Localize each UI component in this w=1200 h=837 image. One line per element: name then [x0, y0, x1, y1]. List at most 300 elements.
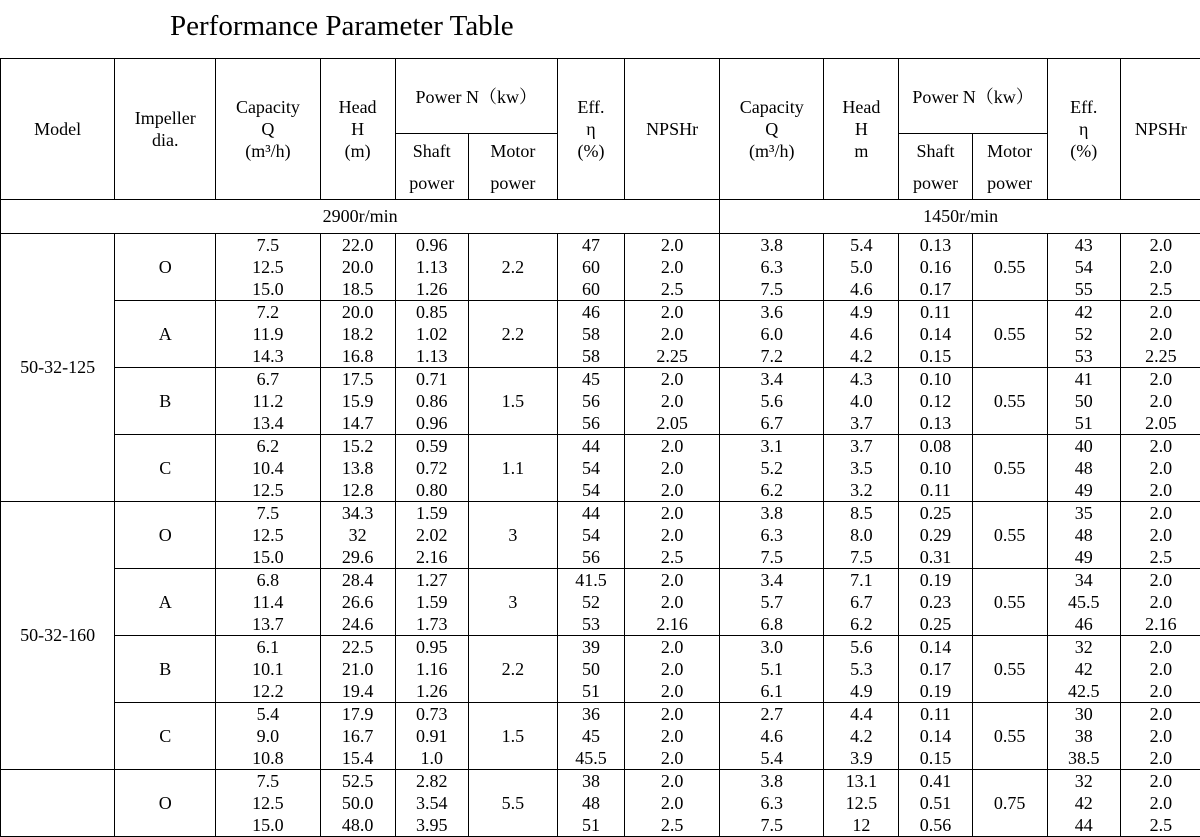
- eff-1450-value: 45.5: [1048, 591, 1120, 613]
- capacity-2900: [216, 569, 320, 636]
- capacity-1450-value: 5.1: [720, 658, 823, 680]
- shaft-power-1450-value: 0.56: [899, 814, 971, 836]
- head-2900-value: 16.8: [321, 345, 395, 367]
- npshr-1450-value: 2.0: [1121, 256, 1200, 278]
- head-1450: [824, 502, 899, 569]
- npshr-2900: [625, 770, 720, 837]
- capacity-1450-value: 6.7: [720, 412, 823, 434]
- table-row: [1, 435, 1200, 502]
- shaft-power-1450-value: 0.10: [899, 457, 971, 479]
- head-1450: [824, 770, 899, 837]
- head-1450-value: 13.1: [824, 770, 898, 792]
- eff-2900-value: 44: [558, 435, 624, 457]
- capacity-2900: [216, 636, 320, 703]
- impeller-dia-cell: C: [115, 435, 216, 502]
- eff-1450-value: 53: [1048, 345, 1120, 367]
- head-1450: [824, 636, 899, 703]
- eff-1450-value: 30: [1048, 703, 1120, 725]
- shaft-power-2900-value: 0.95: [396, 636, 468, 658]
- npshr-1450-value: 2.0: [1121, 479, 1200, 501]
- npshr-1450-value: 2.5: [1121, 814, 1200, 836]
- head-1450-value: 4.3: [824, 368, 898, 390]
- head-1450-value: 3.9: [824, 747, 898, 769]
- capacity-2900: [216, 368, 320, 435]
- eff-2900-value: 45.5: [558, 747, 624, 769]
- eff-2900-value: 56: [558, 412, 624, 434]
- head-2900-value: 29.6: [321, 546, 395, 568]
- npshr-2900: [625, 636, 720, 703]
- npshr-2900-value: 2.16: [625, 613, 719, 635]
- motor-power-1450: 0.75: [972, 770, 1047, 837]
- head-2900-value: 13.8: [321, 457, 395, 479]
- head-1450-value: 3.5: [824, 457, 898, 479]
- impeller-dia-cell: A: [115, 301, 216, 368]
- npshr-1450-value: 2.0: [1121, 636, 1200, 658]
- motor-power-2900: 1.5: [468, 368, 557, 435]
- head-2900-value: 16.7: [321, 725, 395, 747]
- eff-2900-value: 44: [558, 502, 624, 524]
- eff-1450: [1047, 435, 1120, 502]
- head-2900-value: 20.0: [321, 301, 395, 323]
- head-1450-value: 8.5: [824, 502, 898, 524]
- shaft-power-1450-value: 0.10: [899, 368, 971, 390]
- shaft-power-2900: [395, 502, 468, 569]
- head-1450-value: 4.2: [824, 345, 898, 367]
- npshr-2900: [625, 301, 720, 368]
- head-2900-value: 22.5: [321, 636, 395, 658]
- eff-2900: [557, 636, 624, 703]
- capacity-1450-value: 6.1: [720, 680, 823, 702]
- motor-power-2900: 5.5: [468, 770, 557, 837]
- head-2900: [320, 703, 395, 770]
- speed-1450: 1450r/min: [720, 200, 1200, 234]
- eff-1450: [1047, 569, 1120, 636]
- capacity-1450-value: 5.2: [720, 457, 823, 479]
- shaft-power-1450-value: 0.13: [899, 412, 971, 434]
- capacity-1450: [720, 234, 824, 301]
- capacity-2900-value: 6.8: [216, 569, 319, 591]
- eff-2900-value: 41.5: [558, 569, 624, 591]
- npshr-2900-value: 2.0: [625, 457, 719, 479]
- capacity-1450-value: 6.2: [720, 479, 823, 501]
- head-2900-value: 22.0: [321, 234, 395, 256]
- eff-2900-value: 60: [558, 278, 624, 300]
- shaft-power-1450-value: 0.25: [899, 502, 971, 524]
- shaft-power-1450-value: 0.14: [899, 725, 971, 747]
- table-row: [1, 301, 1200, 368]
- npshr-1450: [1120, 770, 1200, 837]
- head-2900-value: 12.8: [321, 479, 395, 501]
- motor-power-1450: 0.55: [972, 703, 1047, 770]
- head-1450: [824, 301, 899, 368]
- shaft-power-1450-value: 0.19: [899, 569, 971, 591]
- motor-power-2900: 3: [468, 502, 557, 569]
- shaft-power-2900-value: 2.82: [396, 770, 468, 792]
- eff-2900-value: 36: [558, 703, 624, 725]
- eff-1450-value: 38: [1048, 725, 1120, 747]
- head-2900-value: 20.0: [321, 256, 395, 278]
- npshr-1450: [1120, 234, 1200, 301]
- capacity-1450: [720, 435, 824, 502]
- capacity-2900-value: 12.5: [216, 479, 319, 501]
- capacity-2900-value: 7.5: [216, 502, 319, 524]
- head-1450-value: 7.1: [824, 569, 898, 591]
- capacity-1450-value: 7.2: [720, 345, 823, 367]
- capacity-1450-value: 6.3: [720, 792, 823, 814]
- shaft-power-1450-value: 0.11: [899, 301, 971, 323]
- npshr-1450: [1120, 301, 1200, 368]
- npshr-1450-value: 2.16: [1121, 613, 1200, 635]
- eff-1450-value: 46: [1048, 613, 1120, 635]
- eff-2900-value: 52: [558, 591, 624, 613]
- head-2900-value: 34.3: [321, 502, 395, 524]
- shaft-power-2900: [395, 234, 468, 301]
- shaft-power-1450: [899, 502, 972, 569]
- npshr-1450-value: 2.0: [1121, 591, 1200, 613]
- shaft-power-1450: [899, 301, 972, 368]
- eff-2900-value: 56: [558, 390, 624, 412]
- shaft-power-2900-value: 1.73: [396, 613, 468, 635]
- head-2900-value: 18.2: [321, 323, 395, 345]
- head-1450: [824, 234, 899, 301]
- capacity-1450-value: 5.4: [720, 747, 823, 769]
- table-row: [1, 569, 1200, 636]
- shaft-power-2900-value: 1.16: [396, 658, 468, 680]
- capacity-2900: [216, 301, 320, 368]
- head-2900-value: 15.4: [321, 747, 395, 769]
- head-2900-value: 26.6: [321, 591, 395, 613]
- motor-power-2900: 1.1: [468, 435, 557, 502]
- eff-2900-value: 51: [558, 814, 624, 836]
- npshr-2900-value: 2.0: [625, 636, 719, 658]
- capacity-1450-value: 3.0: [720, 636, 823, 658]
- head-1450-value: 6.7: [824, 591, 898, 613]
- head-1450-value: 5.6: [824, 636, 898, 658]
- npshr-2900-value: 2.5: [625, 546, 719, 568]
- shaft-power-1450-value: 0.11: [899, 479, 971, 501]
- capacity-2900-value: 12.5: [216, 524, 319, 546]
- table-row: [1, 770, 1200, 837]
- shaft-power-1450-value: 0.13: [899, 234, 971, 256]
- head-1450-value: 7.5: [824, 546, 898, 568]
- npshr-1450-value: 2.0: [1121, 234, 1200, 256]
- eff-1450-value: 49: [1048, 546, 1120, 568]
- capacity-1450-value: 3.4: [720, 368, 823, 390]
- shaft-power-2900-value: 1.26: [396, 278, 468, 300]
- eff-1450: [1047, 703, 1120, 770]
- head-2900-value: 15.2: [321, 435, 395, 457]
- capacity-2900-value: 7.2: [216, 301, 319, 323]
- shaft-power-2900: [395, 703, 468, 770]
- npshr-1450-value: 2.5: [1121, 278, 1200, 300]
- shaft-power-1450-value: 0.16: [899, 256, 971, 278]
- eff-1450-value: 51: [1048, 412, 1120, 434]
- head-2900-value: 32: [321, 524, 395, 546]
- capacity-1450-value: 3.6: [720, 301, 823, 323]
- eff-1450-value: 32: [1048, 636, 1120, 658]
- npshr-1450-value: 2.0: [1121, 658, 1200, 680]
- capacity-1450: [720, 636, 824, 703]
- shaft-power-2900-value: 3.54: [396, 792, 468, 814]
- capacity-1450-value: 3.8: [720, 502, 823, 524]
- capacity-1450: [720, 502, 824, 569]
- shaft-power-2900-value: 0.91: [396, 725, 468, 747]
- impeller-dia-cell: C: [115, 703, 216, 770]
- motor-power-1450: 0.55: [972, 636, 1047, 703]
- eff-2900: [557, 301, 624, 368]
- eff-1450-value: 42.5: [1048, 680, 1120, 702]
- page-title: Performance Parameter Table: [170, 6, 514, 46]
- head-1450-value: 5.3: [824, 658, 898, 680]
- capacity-2900-value: 11.2: [216, 390, 319, 412]
- shaft-power-2900-value: 0.59: [396, 435, 468, 457]
- eff-2900-value: 54: [558, 479, 624, 501]
- header-eff-1450: Eff. η (%): [1047, 59, 1120, 200]
- npshr-2900-value: 2.0: [625, 323, 719, 345]
- capacity-1450-value: 7.5: [720, 546, 823, 568]
- npshr-2900-value: 2.0: [625, 301, 719, 323]
- head-1450-value: 4.2: [824, 725, 898, 747]
- capacity-2900-value: 12.2: [216, 680, 319, 702]
- shaft-power-2900-value: 1.27: [396, 569, 468, 591]
- head-2900-value: 18.5: [321, 278, 395, 300]
- shaft-power-1450-value: 0.51: [899, 792, 971, 814]
- head-1450-value: 12.5: [824, 792, 898, 814]
- eff-1450-value: 49: [1048, 479, 1120, 501]
- eff-2900: [557, 770, 624, 837]
- eff-2900-value: 53: [558, 613, 624, 635]
- eff-1450: [1047, 502, 1120, 569]
- npshr-2900: [625, 569, 720, 636]
- header-capacity-2900: Capacity Q (m³/h): [216, 59, 320, 200]
- motor-power-2900: 1.5: [468, 703, 557, 770]
- header-eff-2900: Eff. η (%): [557, 59, 624, 200]
- eff-1450-value: 35: [1048, 502, 1120, 524]
- eff-1450-value: 34: [1048, 569, 1120, 591]
- capacity-1450-value: 7.5: [720, 278, 823, 300]
- header-model: Model: [1, 59, 115, 200]
- capacity-2900-value: 10.8: [216, 747, 319, 769]
- shaft-power-1450-value: 0.25: [899, 613, 971, 635]
- npshr-2900-value: 2.05: [625, 412, 719, 434]
- npshr-2900-value: 2.0: [625, 569, 719, 591]
- npshr-1450-value: 2.0: [1121, 725, 1200, 747]
- shaft-power-1450: [899, 770, 972, 837]
- head-1450-value: 4.9: [824, 301, 898, 323]
- shaft-power-1450-value: 0.14: [899, 636, 971, 658]
- header-motor-power-1450: Motor power: [972, 134, 1047, 200]
- eff-2900: [557, 569, 624, 636]
- eff-1450-value: 32: [1048, 770, 1120, 792]
- eff-1450: [1047, 368, 1120, 435]
- shaft-power-2900-value: 0.96: [396, 412, 468, 434]
- eff-1450: [1047, 636, 1120, 703]
- shaft-power-2900-value: 0.72: [396, 457, 468, 479]
- eff-2900: [557, 368, 624, 435]
- shaft-power-1450: [899, 703, 972, 770]
- eff-2900-value: 46: [558, 301, 624, 323]
- impeller-dia-cell: O: [115, 770, 216, 837]
- head-2900: [320, 368, 395, 435]
- npshr-1450-value: 2.0: [1121, 792, 1200, 814]
- shaft-power-2900: [395, 569, 468, 636]
- npshr-2900-value: 2.0: [625, 770, 719, 792]
- head-1450-value: 12: [824, 814, 898, 836]
- eff-1450: [1047, 301, 1120, 368]
- capacity-1450: [720, 301, 824, 368]
- eff-1450: [1047, 234, 1120, 301]
- head-1450-value: 3.7: [824, 435, 898, 457]
- npshr-1450-value: 2.0: [1121, 435, 1200, 457]
- head-2900-value: 48.0: [321, 814, 395, 836]
- head-1450-value: 4.6: [824, 278, 898, 300]
- table-row: [1, 234, 1200, 301]
- capacity-2900-value: 13.4: [216, 412, 319, 434]
- eff-2900-value: 51: [558, 680, 624, 702]
- npshr-2900-value: 2.0: [625, 502, 719, 524]
- npshr-2900-value: 2.0: [625, 792, 719, 814]
- motor-power-2900: 2.2: [468, 636, 557, 703]
- capacity-1450-value: 5.6: [720, 390, 823, 412]
- eff-2900: [557, 703, 624, 770]
- npshr-2900: [625, 368, 720, 435]
- eff-1450-value: 48: [1048, 457, 1120, 479]
- shaft-power-1450-value: 0.15: [899, 345, 971, 367]
- motor-power-1450: 0.55: [972, 569, 1047, 636]
- eff-2900-value: 47: [558, 234, 624, 256]
- head-2900: [320, 435, 395, 502]
- capacity-1450-value: 3.1: [720, 435, 823, 457]
- capacity-2900: [216, 435, 320, 502]
- capacity-2900: [216, 703, 320, 770]
- capacity-2900-value: 6.1: [216, 636, 319, 658]
- eff-2900-value: 58: [558, 345, 624, 367]
- capacity-2900-value: 6.2: [216, 435, 319, 457]
- npshr-2900-value: 2.0: [625, 591, 719, 613]
- shaft-power-2900: [395, 435, 468, 502]
- npshr-2900-value: 2.25: [625, 345, 719, 367]
- shaft-power-1450-value: 0.29: [899, 524, 971, 546]
- header-power-2900: Power N（kw）: [395, 59, 557, 134]
- npshr-2900-value: 2.0: [625, 479, 719, 501]
- eff-2900-value: 54: [558, 457, 624, 479]
- header-head-2900: Head H (m): [320, 59, 395, 200]
- npshr-1450: [1120, 636, 1200, 703]
- shaft-power-1450-value: 0.19: [899, 680, 971, 702]
- npshr-2900-value: 2.0: [625, 725, 719, 747]
- npshr-2900: [625, 234, 720, 301]
- impeller-dia-cell: B: [115, 368, 216, 435]
- head-1450-value: 6.2: [824, 613, 898, 635]
- npshr-2900-value: 2.0: [625, 658, 719, 680]
- head-1450: [824, 435, 899, 502]
- header-head-1450: Head H m: [824, 59, 899, 200]
- capacity-1450-value: 3.8: [720, 234, 823, 256]
- capacity-2900-value: 5.4: [216, 703, 319, 725]
- head-1450-value: 3.2: [824, 479, 898, 501]
- eff-2900-value: 48: [558, 792, 624, 814]
- shaft-power-1450: [899, 368, 972, 435]
- head-1450: [824, 569, 899, 636]
- npshr-1450: [1120, 502, 1200, 569]
- head-2900: [320, 636, 395, 703]
- shaft-power-2900: [395, 770, 468, 837]
- capacity-2900-value: 7.5: [216, 234, 319, 256]
- head-1450-value: 4.9: [824, 680, 898, 702]
- shaft-power-1450-value: 0.14: [899, 323, 971, 345]
- npshr-1450-value: 2.05: [1121, 412, 1200, 434]
- capacity-2900: [216, 770, 320, 837]
- head-2900: [320, 770, 395, 837]
- capacity-2900: [216, 502, 320, 569]
- capacity-2900-value: 15.0: [216, 814, 319, 836]
- capacity-2900-value: 10.1: [216, 658, 319, 680]
- eff-2900-value: 54: [558, 524, 624, 546]
- head-1450-value: 3.7: [824, 412, 898, 434]
- shaft-power-1450-value: 0.11: [899, 703, 971, 725]
- npshr-1450-value: 2.0: [1121, 502, 1200, 524]
- head-2900-value: 14.7: [321, 412, 395, 434]
- npshr-1450: [1120, 435, 1200, 502]
- table-row: [1, 703, 1200, 770]
- capacity-1450: [720, 569, 824, 636]
- shaft-power-2900-value: 1.26: [396, 680, 468, 702]
- npshr-1450-value: 2.0: [1121, 390, 1200, 412]
- eff-2900-value: 38: [558, 770, 624, 792]
- shaft-power-1450-value: 0.17: [899, 658, 971, 680]
- npshr-1450: [1120, 368, 1200, 435]
- head-1450: [824, 703, 899, 770]
- eff-2900-value: 60: [558, 256, 624, 278]
- table-row: [1, 502, 1200, 569]
- head-2900-value: 50.0: [321, 792, 395, 814]
- model-cell: 50-32-160: [1, 502, 115, 770]
- eff-1450-value: 50: [1048, 390, 1120, 412]
- table-row: [1, 636, 1200, 703]
- npshr-1450-value: 2.0: [1121, 680, 1200, 702]
- head-2900-value: 17.5: [321, 368, 395, 390]
- npshr-1450-value: 2.0: [1121, 569, 1200, 591]
- head-1450-value: 4.4: [824, 703, 898, 725]
- capacity-1450-value: 5.7: [720, 591, 823, 613]
- head-2900-value: 21.0: [321, 658, 395, 680]
- capacity-2900-value: 14.3: [216, 345, 319, 367]
- shaft-power-2900-value: 0.73: [396, 703, 468, 725]
- eff-1450-value: 55: [1048, 278, 1120, 300]
- shaft-power-1450: [899, 435, 972, 502]
- head-2900-value: 52.5: [321, 770, 395, 792]
- shaft-power-2900-value: 2.16: [396, 546, 468, 568]
- model-cell: 50-32-125: [1, 234, 115, 502]
- shaft-power-2900-value: 1.02: [396, 323, 468, 345]
- eff-2900: [557, 234, 624, 301]
- head-1450: [824, 368, 899, 435]
- header-power-1450: Power N（kw）: [899, 59, 1047, 134]
- eff-2900: [557, 435, 624, 502]
- motor-power-1450: 0.55: [972, 234, 1047, 301]
- head-1450-value: 5.0: [824, 256, 898, 278]
- capacity-2900-value: 12.5: [216, 256, 319, 278]
- capacity-1450-value: 7.5: [720, 814, 823, 836]
- eff-2900: [557, 502, 624, 569]
- capacity-2900-value: 6.7: [216, 368, 319, 390]
- head-2900-value: 15.9: [321, 390, 395, 412]
- header-shaft-power-1450: Shaft power: [899, 134, 972, 200]
- header-npshr-2900: NPSHr: [625, 59, 720, 200]
- shaft-power-2900-value: 0.96: [396, 234, 468, 256]
- shaft-power-2900-value: 1.59: [396, 591, 468, 613]
- eff-1450-value: 42: [1048, 658, 1120, 680]
